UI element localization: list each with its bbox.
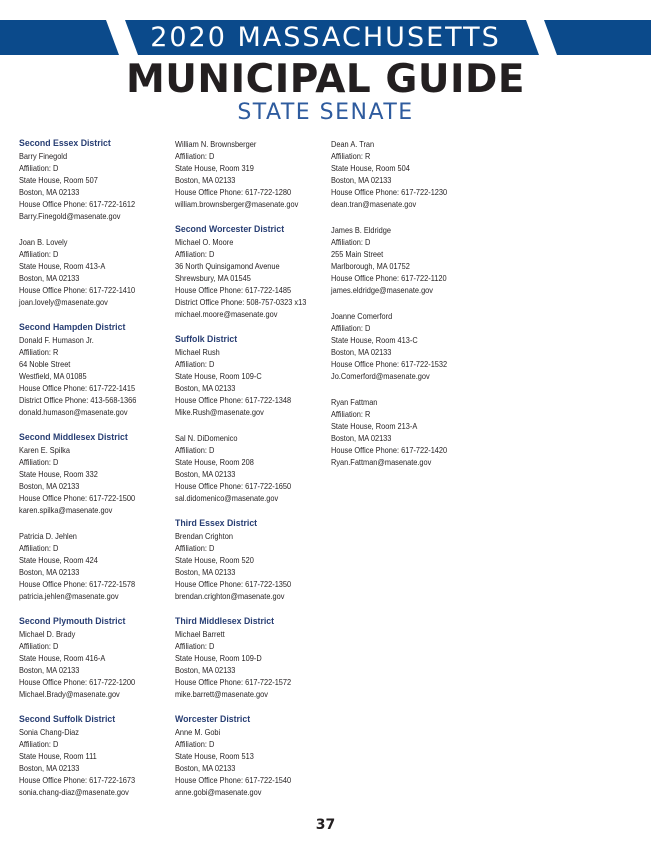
phone-number: House Office Phone: 617-722-1572 — [175, 677, 292, 687]
email-address: dean.tran@masenate.gov — [331, 199, 417, 209]
phone-number: House Office Phone: 617-722-1415 — [19, 383, 136, 393]
email-address: donald.humason@masenate.gov — [19, 407, 128, 417]
senator-entry — [19, 714, 184, 798]
district-heading: Suffolk District — [175, 334, 238, 345]
affiliation: Affiliation: D — [331, 237, 371, 247]
email-address: Mike.Rush@masenate.gov — [175, 407, 264, 417]
address-line: Boston, MA 02133 — [19, 665, 80, 675]
address-line: State House, Room 413-A — [19, 261, 106, 271]
senator-entry — [175, 432, 340, 504]
senator-entry — [331, 310, 496, 382]
senator-name: Joan B. Lovely — [19, 237, 68, 247]
phone-number: District Office Phone: 508-757-0323 x13 — [175, 297, 307, 307]
address-line: Boston, MA 02133 — [19, 273, 80, 283]
address-line: Boston, MA 02133 — [175, 175, 236, 185]
senator-entry — [175, 714, 340, 798]
phone-number: House Office Phone: 617-722-1650 — [175, 481, 292, 491]
address-line: State House, Room 109-D — [175, 653, 262, 663]
senator-name: Barry Finegold — [19, 151, 68, 161]
email-address: mike.barrett@masenate.gov — [175, 689, 268, 699]
address-line: Boston, MA 02133 — [175, 469, 236, 479]
page-title: MUNICIPAL GUIDE — [125, 57, 526, 102]
email-address: Ryan.Fattman@masenate.gov — [331, 457, 432, 467]
senator-entry — [19, 616, 184, 700]
header-banner — [0, 20, 651, 55]
affiliation: Affiliation: R — [331, 409, 371, 419]
district-heading: Second Middlesex District — [19, 432, 128, 443]
senator-entry — [19, 236, 184, 308]
senator-name: Ryan Fattman — [331, 397, 378, 407]
address-line: State House, Room 213-A — [331, 421, 418, 431]
address-line: State House, Room 332 — [19, 469, 98, 479]
district-heading: Third Middlesex District — [175, 616, 275, 627]
district-heading: Second Hampden District — [19, 322, 126, 333]
senator-name: Michael D. Brady — [19, 629, 76, 639]
district-heading: Third Essex District — [175, 518, 258, 529]
address-line: State House, Room 109-C — [175, 371, 262, 381]
senator-name: Donald F. Humason Jr. — [19, 335, 94, 345]
affiliation: Affiliation: D — [175, 151, 215, 161]
directory-column-1 — [19, 138, 184, 812]
address-line: State House, Room 507 — [19, 175, 98, 185]
affiliation: Affiliation: D — [19, 249, 59, 259]
address-line: Boston, MA 02133 — [175, 383, 236, 393]
email-address: Barry.Finegold@masenate.gov — [19, 211, 121, 221]
senator-entry — [19, 138, 184, 222]
address-line: State House, Room 413-C — [331, 335, 418, 345]
email-address: sal.didomenico@masenate.gov — [175, 493, 279, 503]
address-line: Marlborough, MA 01752 — [331, 261, 410, 271]
senator-entry — [331, 138, 496, 210]
address-line: Boston, MA 02133 — [19, 763, 80, 773]
address-line: Boston, MA 02133 — [175, 665, 236, 675]
senator-name: Sonia Chang-Diaz — [19, 727, 79, 737]
email-address: Michael.Brady@masenate.gov — [19, 689, 120, 699]
affiliation: Affiliation: D — [19, 543, 59, 553]
senator-name: James B. Eldridge — [331, 225, 391, 235]
senator-name: Joanne Comerford — [331, 311, 393, 321]
senator-entry — [331, 224, 496, 296]
senator-entry — [19, 322, 184, 418]
senator-name: Michael Rush — [175, 347, 220, 357]
phone-number: House Office Phone: 617-722-1673 — [19, 775, 136, 785]
email-address: james.eldridge@masenate.gov — [331, 285, 434, 295]
senator-name: Sal N. DiDomenico — [175, 433, 238, 443]
address-line: Westfield, MA 01085 — [19, 371, 87, 381]
phone-number: House Office Phone: 617-722-1280 — [175, 187, 292, 197]
address-line: Boston, MA 02133 — [331, 347, 392, 357]
address-line: Boston, MA 02133 — [331, 433, 392, 443]
phone-number: House Office Phone: 617-722-1500 — [19, 493, 136, 503]
affiliation: Affiliation: D — [175, 543, 215, 553]
address-line: State House, Room 111 — [19, 751, 97, 761]
email-address: joan.lovely@masenate.gov — [19, 297, 108, 307]
phone-number: House Office Phone: 617-722-1120 — [331, 273, 447, 283]
email-address: karen.spilka@masenate.gov — [19, 505, 113, 515]
email-address: sonia.chang-diaz@masenate.gov — [19, 787, 129, 797]
senator-name: Dean A. Tran — [331, 139, 375, 149]
district-heading: Second Suffolk District — [19, 714, 116, 725]
affiliation: Affiliation: D — [175, 249, 215, 259]
phone-number: District Office Phone: 413-568-1366 — [19, 395, 137, 405]
email-address: william.brownsberger@masenate.gov — [175, 199, 299, 209]
address-line: State House, Room 319 — [175, 163, 254, 173]
address-line: Boston, MA 02133 — [19, 187, 80, 197]
address-line: 255 Main Street — [331, 249, 384, 259]
email-address: Jo.Comerford@masenate.gov — [331, 371, 430, 381]
affiliation: Affiliation: D — [175, 359, 215, 369]
senator-entry — [175, 616, 340, 700]
phone-number: House Office Phone: 617-722-1230 — [331, 187, 448, 197]
senator-entry — [331, 396, 496, 468]
district-heading: Second Plymouth District — [19, 616, 126, 627]
affiliation: Affiliation: D — [175, 641, 215, 651]
banner-title: 2020 MASSACHUSETTS — [150, 22, 501, 53]
address-line: State House, Room 504 — [331, 163, 410, 173]
affiliation: Affiliation: D — [175, 739, 215, 749]
affiliation: Affiliation: D — [19, 641, 59, 651]
phone-number: House Office Phone: 617-722-1350 — [175, 579, 292, 589]
address-line: 36 North Quinsigamond Avenue — [175, 261, 280, 271]
affiliation: Affiliation: R — [331, 151, 371, 161]
address-line: State House, Room 513 — [175, 751, 254, 761]
senator-entry — [19, 530, 184, 602]
address-line: State House, Room 520 — [175, 555, 254, 565]
address-line: State House, Room 424 — [19, 555, 98, 565]
address-line: State House, Room 208 — [175, 457, 254, 467]
affiliation: Affiliation: D — [331, 323, 371, 333]
phone-number: House Office Phone: 617-722-1420 — [331, 445, 448, 455]
senator-entry — [175, 224, 340, 320]
address-line: Boston, MA 02133 — [175, 763, 236, 773]
address-line: Boston, MA 02133 — [19, 567, 80, 577]
district-heading: Second Essex District — [19, 138, 111, 149]
affiliation: Affiliation: D — [19, 739, 59, 749]
senator-name: Michael O. Moore — [175, 237, 234, 247]
address-line: Boston, MA 02133 — [175, 567, 236, 577]
page-number: 37 — [315, 817, 336, 833]
senator-entry — [175, 334, 340, 418]
phone-number: House Office Phone: 617-722-1485 — [175, 285, 292, 295]
address-line: Boston, MA 02133 — [331, 175, 392, 185]
affiliation: Affiliation: D — [175, 445, 215, 455]
phone-number: House Office Phone: 617-722-1410 — [19, 285, 136, 295]
email-address: patricia.jehlen@masenate.gov — [19, 591, 119, 601]
senator-name: Patricia D. Jehlen — [19, 531, 77, 541]
section-subtitle: STATE SENATE — [237, 100, 414, 125]
affiliation: Affiliation: R — [19, 347, 59, 357]
senator-name: Karen E. Spilka — [19, 445, 70, 455]
address-line: State House, Room 416-A — [19, 653, 106, 663]
directory-column-3 — [331, 138, 496, 482]
affiliation: Affiliation: D — [19, 163, 59, 173]
directory-column-2 — [175, 138, 340, 812]
senator-entry — [19, 432, 184, 516]
address-line: Boston, MA 02133 — [19, 481, 80, 491]
senator-name: William N. Brownsberger — [175, 139, 257, 149]
senator-entry — [175, 138, 340, 210]
phone-number: House Office Phone: 617-722-1200 — [19, 677, 136, 687]
address-line: Shrewsbury, MA 01545 — [175, 273, 251, 283]
district-heading: Second Worcester District — [175, 224, 285, 235]
email-address: anne.gobi@masenate.gov — [175, 787, 262, 797]
email-address: michael.moore@masenate.gov — [175, 309, 278, 319]
phone-number: House Office Phone: 617-722-1578 — [19, 579, 136, 589]
senator-name: Anne M. Gobi — [175, 727, 221, 737]
phone-number: House Office Phone: 617-722-1348 — [175, 395, 292, 405]
senator-name: Michael Barrett — [175, 629, 225, 639]
phone-number: House Office Phone: 617-722-1612 — [19, 199, 136, 209]
email-address: brendan.crighton@masenate.gov — [175, 591, 285, 601]
address-line: 64 Noble Street — [19, 359, 71, 369]
phone-number: House Office Phone: 617-722-1532 — [331, 359, 448, 369]
phone-number: House Office Phone: 617-722-1540 — [175, 775, 292, 785]
senator-entry — [175, 518, 340, 602]
district-heading: Worcester District — [175, 714, 251, 725]
affiliation: Affiliation: D — [19, 457, 59, 467]
senator-name: Brendan Crighton — [175, 531, 233, 541]
